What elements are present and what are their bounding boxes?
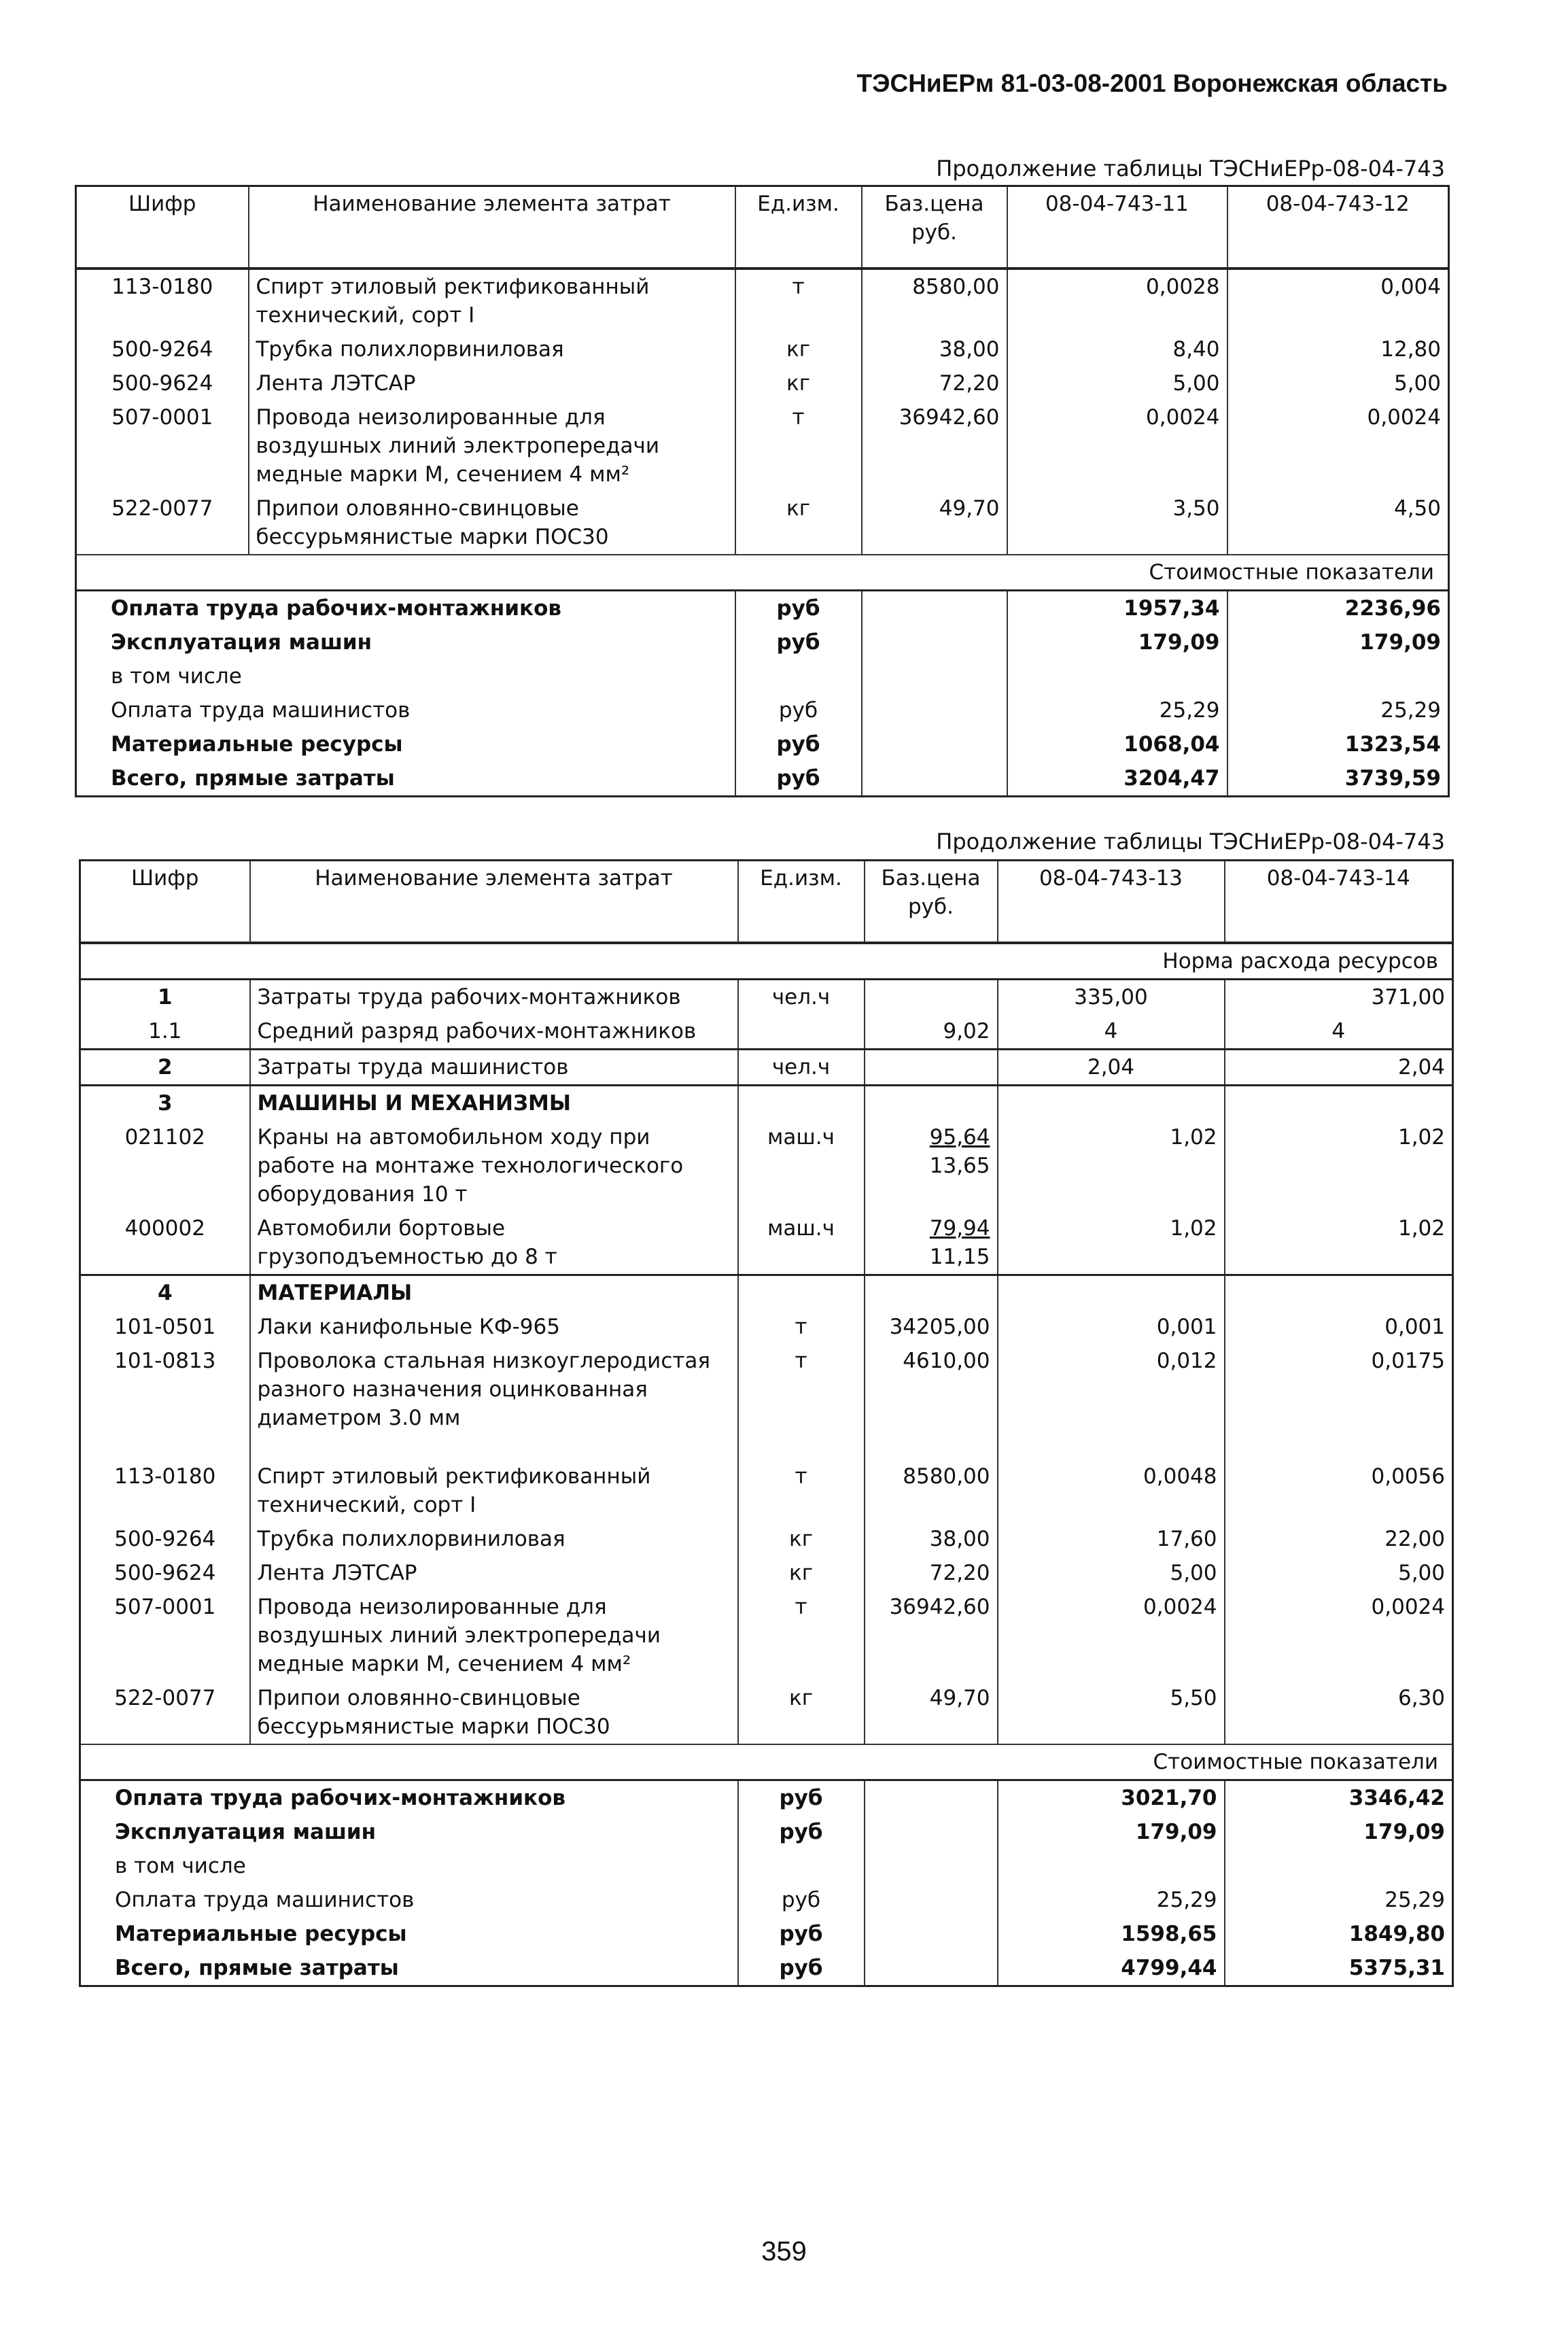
row-unit: маш.ч xyxy=(738,1211,865,1275)
table2-header-row xyxy=(80,861,1453,944)
row-code: 2 xyxy=(80,1050,250,1086)
summary-value-a: 3021,70 xyxy=(998,1780,1225,1816)
row-price: 49,70 xyxy=(865,1681,998,1744)
row-unit: маш.ч xyxy=(738,1120,865,1211)
table1-cost-section-row xyxy=(76,555,1449,591)
row-unit xyxy=(738,1014,865,1050)
table-row xyxy=(80,1460,1453,1522)
table2-cost-section-label: Стоимостные показатели xyxy=(80,1744,1453,1780)
row-code: 1.1 xyxy=(80,1014,250,1050)
header-price-line1: Баз.цена xyxy=(881,866,981,891)
summary-price xyxy=(862,591,1007,626)
table-row xyxy=(80,1120,1453,1211)
row-name: Припои оловянно-свинцовые бессурьмянистые марки ПОС30 xyxy=(249,491,735,555)
header-col-b: 08-04-743-12 xyxy=(1227,186,1449,269)
summary-row xyxy=(76,727,1449,761)
table2-materials xyxy=(80,1310,1453,1744)
table-row xyxy=(80,1681,1453,1744)
header-price-line2: руб. xyxy=(911,220,957,245)
row-value-b: 2,04 xyxy=(1225,1050,1453,1086)
row-value-b: 0,004 xyxy=(1227,269,1449,332)
row-value-b: 4,50 xyxy=(1227,491,1449,555)
page-number: 359 xyxy=(761,2237,807,2266)
summary-unit xyxy=(738,1849,865,1883)
row-value-a: 5,00 xyxy=(998,1556,1225,1590)
row-value-b: 0,0024 xyxy=(1225,1590,1453,1681)
summary-value-b: 179,09 xyxy=(1225,1815,1453,1849)
table-row xyxy=(76,332,1449,366)
summary-row xyxy=(80,1815,1453,1849)
summary-price xyxy=(865,1815,998,1849)
row-value-a: 1,02 xyxy=(998,1211,1225,1275)
row-code: 500-9624 xyxy=(76,366,249,400)
summary-value-b: 25,29 xyxy=(1225,1883,1453,1917)
summary-value-b: 1849,80 xyxy=(1225,1917,1453,1951)
row-name: Затраты труда машинистов xyxy=(250,1050,738,1086)
summary-value-a xyxy=(1007,659,1227,693)
row-value-b: 0,0024 xyxy=(1227,400,1449,491)
row-value-b: 371,00 xyxy=(1225,980,1453,1015)
summary-unit: руб xyxy=(738,1780,865,1816)
group-row-2 xyxy=(80,1050,1453,1086)
summary-value-a: 25,29 xyxy=(1007,693,1227,727)
row-price-bottom: 13,65 xyxy=(929,1154,990,1178)
summary-name: Материальные ресурсы xyxy=(111,732,403,757)
summary-unit xyxy=(735,659,862,693)
table-row xyxy=(80,1310,1453,1344)
row-value-b: 0,0175 xyxy=(1225,1344,1453,1460)
header-price xyxy=(862,186,1007,269)
row-unit: кг xyxy=(738,1522,865,1556)
summary-name: Эксплуатация машин xyxy=(115,1820,377,1844)
row-name: Средний разряд рабочих-монтажников xyxy=(250,1014,738,1050)
summary-name: Оплата труда машинистов xyxy=(111,698,411,723)
row-code: 113-0180 xyxy=(80,1460,250,1522)
row-code: 522-0077 xyxy=(80,1681,250,1744)
summary-price xyxy=(865,1849,998,1883)
summary-value-a: 1598,65 xyxy=(998,1917,1225,1951)
summary-row xyxy=(80,1917,1453,1951)
row-code: 101-0501 xyxy=(80,1310,250,1344)
summary-price xyxy=(862,727,1007,761)
summary-unit: руб xyxy=(735,591,862,626)
summary-value-b: 2236,96 xyxy=(1227,591,1449,626)
summary-value-b: 25,29 xyxy=(1227,693,1449,727)
row-name: МАШИНЫ И МЕХАНИЗМЫ xyxy=(250,1086,738,1121)
summary-name: в том числе xyxy=(115,1854,246,1878)
row-code: 522-0077 xyxy=(76,491,249,555)
group-row-4 xyxy=(80,1275,1453,1311)
summary-name: Всего, прямые затраты xyxy=(115,1956,399,1980)
row-unit: кг xyxy=(735,491,862,555)
summary-price xyxy=(862,659,1007,693)
row-unit: кг xyxy=(735,366,862,400)
row-name: Трубка полихлорвиниловая xyxy=(250,1522,738,1556)
summary-unit: руб xyxy=(735,693,862,727)
row-price-top: 79,94 xyxy=(929,1216,990,1241)
row-name: Трубка полихлорвиниловая xyxy=(249,332,735,366)
row-price: 36942,60 xyxy=(862,400,1007,491)
summary-name: Эксплуатация машин xyxy=(111,630,372,655)
row-unit: кг xyxy=(738,1681,865,1744)
summary-price xyxy=(862,625,1007,659)
summary-unit: руб xyxy=(735,625,862,659)
summary-value-b: 1323,54 xyxy=(1227,727,1449,761)
header-code: Шифр xyxy=(80,861,250,944)
row-value-b: 0,001 xyxy=(1225,1310,1453,1344)
table-row xyxy=(76,269,1449,332)
row-value-a: 5,00 xyxy=(1007,366,1227,400)
row-value-a: 5,50 xyxy=(998,1681,1225,1744)
summary-value-b xyxy=(1227,659,1449,693)
table2-cost-section-row xyxy=(80,1744,1453,1780)
row-value-b: 0,0056 xyxy=(1225,1460,1453,1522)
table1-header-row xyxy=(76,186,1449,269)
row-name: Лента ЛЭТСАР xyxy=(249,366,735,400)
summary-unit: руб xyxy=(735,761,862,797)
row-price: 4610,00 xyxy=(865,1344,998,1460)
row-value-a: 0,0028 xyxy=(1007,269,1227,332)
row-value-a: 0,001 xyxy=(998,1310,1225,1344)
summary-unit: руб xyxy=(738,1883,865,1917)
row-name: Провода неизолированные для воздушных линий электропередачи медные марки М, сечением 4 мм² xyxy=(249,400,735,491)
row-unit: т xyxy=(738,1460,865,1522)
row-price-bottom: 11,15 xyxy=(929,1245,990,1269)
group-row-1 xyxy=(80,980,1453,1015)
row-code: 021102 xyxy=(80,1120,250,1211)
row-price: 8580,00 xyxy=(862,269,1007,332)
row-name: Лаки канифольные КФ-965 xyxy=(250,1310,738,1344)
summary-unit: руб xyxy=(738,1951,865,1986)
row-unit: кг xyxy=(738,1556,865,1590)
row-price-top: 95,64 xyxy=(929,1125,990,1150)
summary-value-b: 3739,59 xyxy=(1227,761,1449,797)
summary-price xyxy=(865,1780,998,1816)
row-name: МАТЕРИАЛЫ xyxy=(250,1275,738,1311)
summary-unit: руб xyxy=(738,1917,865,1951)
summary-row xyxy=(76,761,1449,797)
row-name: Лента ЛЭТСАР xyxy=(250,1556,738,1590)
group-row-1-1 xyxy=(80,1014,1453,1050)
header-unit: Ед.изм. xyxy=(738,861,865,944)
summary-row xyxy=(80,1883,1453,1917)
row-price: 8580,00 xyxy=(865,1460,998,1522)
row-price: 72,20 xyxy=(865,1556,998,1590)
summary-name: Всего, прямые затраты xyxy=(111,766,395,791)
summary-price xyxy=(865,1917,998,1951)
summary-unit: руб xyxy=(735,727,862,761)
row-code: 507-0001 xyxy=(76,400,249,491)
row-name: Проволока стальная низкоуглеродистая разного назначения оцинкованная диаметром 3.0 мм xyxy=(250,1344,738,1460)
summary-name: Материальные ресурсы xyxy=(115,1922,407,1946)
row-value-a: 1,02 xyxy=(998,1120,1225,1211)
table-row xyxy=(80,1211,1453,1275)
table2-machines xyxy=(80,1120,1453,1275)
row-price: 49,70 xyxy=(862,491,1007,555)
row-name: Спирт этиловый ректификованный технический, сорт I xyxy=(250,1460,738,1522)
row-unit: т xyxy=(738,1310,865,1344)
row-code: 113-0180 xyxy=(76,269,249,332)
summary-value-a: 25,29 xyxy=(998,1883,1225,1917)
row-code: 4 xyxy=(80,1275,250,1311)
summary-row xyxy=(76,591,1449,626)
table1-summary xyxy=(76,591,1449,797)
row-code: 400002 xyxy=(80,1211,250,1275)
header-col-a: 08-04-743-11 xyxy=(1007,186,1227,269)
row-value-b: 1,02 xyxy=(1225,1211,1453,1275)
table-row xyxy=(76,400,1449,491)
summary-name: Оплата труда рабочих-монтажников xyxy=(111,596,561,621)
table-row xyxy=(80,1522,1453,1556)
summary-price xyxy=(862,693,1007,727)
row-code: 500-9264 xyxy=(76,332,249,366)
row-value-a: 8,40 xyxy=(1007,332,1227,366)
row-code: 101-0813 xyxy=(80,1344,250,1460)
row-name: Припои оловянно-свинцовые бессурьмянистые марки ПОС30 xyxy=(250,1681,738,1744)
summary-price xyxy=(865,1883,998,1917)
summary-row xyxy=(80,1780,1453,1816)
summary-value-a: 179,09 xyxy=(1007,625,1227,659)
row-value-b: 12,80 xyxy=(1227,332,1449,366)
row-value-b: 6,30 xyxy=(1225,1681,1453,1744)
row-name: Автомобили бортовые грузоподъемностью до 8 т xyxy=(250,1211,738,1275)
table2-norm-section-label: Норма расхода ресурсов xyxy=(80,943,1453,980)
row-value-a: 0,0024 xyxy=(998,1590,1225,1681)
table1-cost-section-label: Стоимостные показатели xyxy=(76,555,1449,591)
row-value-a: 0,0048 xyxy=(998,1460,1225,1522)
row-code: 507-0001 xyxy=(80,1590,250,1681)
row-price: 72,20 xyxy=(862,366,1007,400)
group-row-3 xyxy=(80,1086,1453,1121)
summary-value-b xyxy=(1225,1849,1453,1883)
row-value-b: 5,00 xyxy=(1227,366,1449,400)
row-value-a: 0,012 xyxy=(998,1344,1225,1460)
summary-value-a: 1957,34 xyxy=(1007,591,1227,626)
row-value-a: 17,60 xyxy=(998,1522,1225,1556)
summary-row xyxy=(76,659,1449,693)
row-value-a: 3,50 xyxy=(1007,491,1227,555)
table-row xyxy=(80,1344,1453,1460)
row-unit: т xyxy=(738,1344,865,1460)
row-name: Провода неизолированные для воздушных линий электропередачи медные марки М, сечением 4 мм² xyxy=(250,1590,738,1681)
row-price: 36942,60 xyxy=(865,1590,998,1681)
table-row xyxy=(76,366,1449,400)
row-name: Спирт этиловый ректификованный технический, сорт I xyxy=(249,269,735,332)
summary-value-b: 5375,31 xyxy=(1225,1951,1453,1986)
table1-rows xyxy=(76,269,1449,555)
header-price-line1: Баз.цена xyxy=(884,192,984,216)
row-name: Краны на автомобильном ходу при работе на монтаже технологического оборудования 10 т xyxy=(250,1120,738,1211)
table2-summary xyxy=(80,1780,1453,1986)
summary-value-a: 4799,44 xyxy=(998,1951,1225,1986)
row-unit: чел.ч xyxy=(738,1050,865,1086)
row-unit: чел.ч xyxy=(738,980,865,1015)
summary-value-b: 179,09 xyxy=(1227,625,1449,659)
row-value-a: 4 xyxy=(998,1014,1225,1050)
summary-price xyxy=(865,1951,998,1986)
row-code: 500-9624 xyxy=(80,1556,250,1590)
row-value-b: 5,00 xyxy=(1225,1556,1453,1590)
table-row xyxy=(76,491,1449,555)
row-price: 38,00 xyxy=(865,1522,998,1556)
summary-name: Оплата труда машинистов xyxy=(115,1888,415,1912)
row-name: Затраты труда рабочих-монтажников xyxy=(250,980,738,1015)
row-unit: т xyxy=(738,1590,865,1681)
row-value-b: 4 xyxy=(1225,1014,1453,1050)
header-code: Шифр xyxy=(76,186,249,269)
row-unit: т xyxy=(735,400,862,491)
table-row xyxy=(80,1556,1453,1590)
document-title: ТЭСНиЕРм 81-03-08-2001 Воронежская область xyxy=(856,69,1448,97)
row-price xyxy=(865,1120,998,1211)
summary-value-b: 3346,42 xyxy=(1225,1780,1453,1816)
row-price: 34205,00 xyxy=(865,1310,998,1344)
row-price xyxy=(865,1211,998,1275)
row-code: 3 xyxy=(80,1086,250,1121)
summary-row xyxy=(80,1849,1453,1883)
row-unit: т xyxy=(735,269,862,332)
table2-continuation-label: Продолжение таблицы ТЭСНиЕРр-08-04-743 xyxy=(936,829,1445,854)
summary-price xyxy=(862,761,1007,797)
summary-row xyxy=(80,1951,1453,1986)
summary-row xyxy=(76,693,1449,727)
summary-row xyxy=(76,625,1449,659)
summary-value-a xyxy=(998,1849,1225,1883)
summary-value-a: 1068,04 xyxy=(1007,727,1227,761)
header-name: Наименование элемента затрат xyxy=(249,186,735,269)
row-value-b: 1,02 xyxy=(1225,1120,1453,1211)
table1 xyxy=(75,185,1450,797)
summary-name: Оплата труда рабочих-монтажников xyxy=(115,1786,565,1810)
row-value-a: 0,0024 xyxy=(1007,400,1227,491)
table1-continuation-label: Продолжение таблицы ТЭСНиЕРр-08-04-743 xyxy=(936,156,1445,182)
summary-value-a: 179,09 xyxy=(998,1815,1225,1849)
row-value-b: 22,00 xyxy=(1225,1522,1453,1556)
row-value-a: 335,00 xyxy=(998,980,1225,1015)
summary-value-a: 3204,47 xyxy=(1007,761,1227,797)
header-col-b: 08-04-743-14 xyxy=(1225,861,1453,944)
row-unit: кг xyxy=(735,332,862,366)
header-col-a: 08-04-743-13 xyxy=(998,861,1225,944)
row-code: 500-9264 xyxy=(80,1522,250,1556)
header-price xyxy=(865,861,998,944)
row-price xyxy=(865,1050,998,1086)
row-code: 1 xyxy=(80,980,250,1015)
header-unit: Ед.изм. xyxy=(735,186,862,269)
header-name: Наименование элемента затрат xyxy=(250,861,738,944)
row-price xyxy=(865,980,998,1015)
table2-norm-section-row xyxy=(80,943,1453,980)
table2 xyxy=(79,859,1454,1987)
row-value-a: 2,04 xyxy=(998,1050,1225,1086)
row-price: 9,02 xyxy=(865,1014,998,1050)
table-row xyxy=(80,1590,1453,1681)
row-price: 38,00 xyxy=(862,332,1007,366)
summary-unit: руб xyxy=(738,1815,865,1849)
summary-name: в том числе xyxy=(111,664,242,689)
header-price-line2: руб. xyxy=(908,895,954,919)
